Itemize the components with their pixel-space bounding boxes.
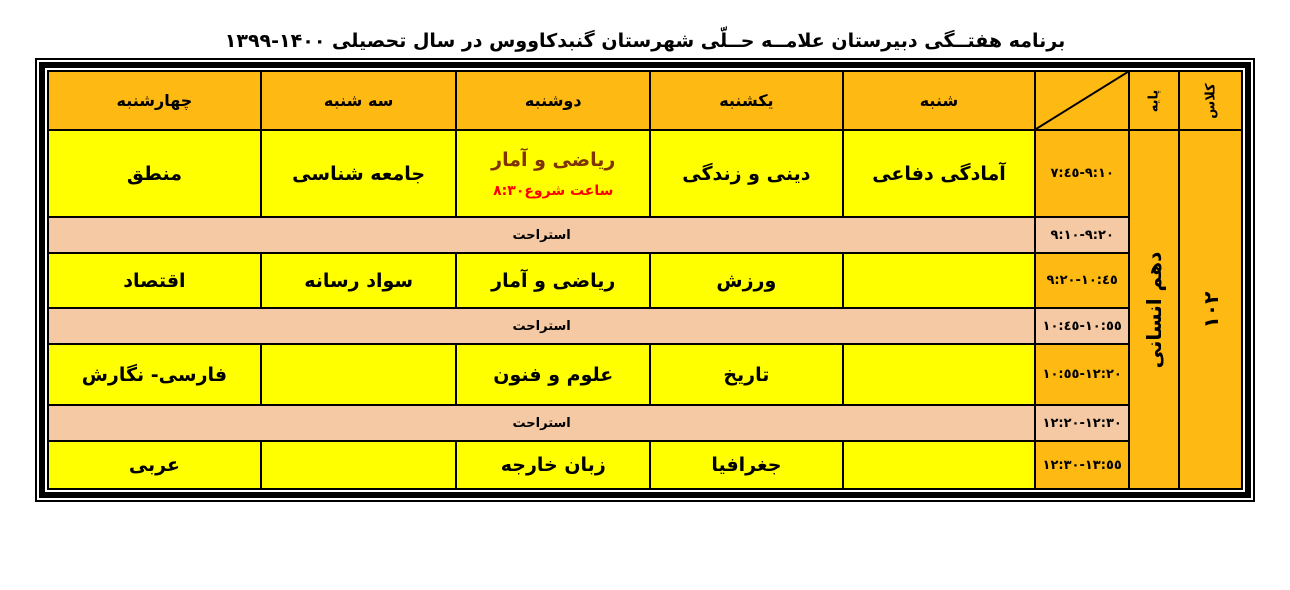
period2-row: [48, 253, 1242, 308]
period4-sunday: جغرافیا: [650, 441, 843, 489]
class-number-cell: [1179, 130, 1242, 489]
period3-row: [48, 344, 1242, 405]
header-grade-label: پایه: [1146, 89, 1162, 112]
diagonal-line: [1036, 72, 1128, 129]
period1-row: [48, 130, 1242, 217]
period1-monday: [456, 130, 650, 217]
period3-monday: علوم و فنون: [456, 344, 650, 405]
period4-monday: زبان خارجه: [456, 441, 650, 489]
header-day-saturday: شنبه: [843, 71, 1036, 130]
period1-time: ٩:١٠-٧:٤٥: [1035, 130, 1129, 217]
class-number: ۱۰۲: [1198, 291, 1223, 328]
period3-time: ١٢:٢٠-١٠:٥٥: [1035, 344, 1129, 405]
period1-wednesday: منطق: [48, 130, 261, 217]
header-class: [1179, 71, 1242, 130]
period2-time: ١٠:٤٥-٩:٢٠: [1035, 253, 1129, 308]
period2-wednesday: اقتصاد: [48, 253, 261, 308]
period3-saturday: [843, 344, 1036, 405]
period4-wednesday: عربی: [48, 441, 261, 489]
header-day-wednesday: چهارشنبه: [48, 71, 261, 130]
grade-cell: [1129, 130, 1179, 489]
grade-name: دهم انسانی: [1142, 251, 1167, 368]
period2-monday: ریاضی و آمار: [456, 253, 650, 308]
schedule-table: [47, 70, 1243, 490]
break3-row: [48, 405, 1242, 441]
period4-tuesday: [261, 441, 457, 489]
period2-tuesday: سواد رسانه: [261, 253, 457, 308]
page-title: برنامه هفتــگی دبیرستان علامــه حــلّی شهرستان گنبدکاووس در سال تحصیلی ۱۴۰۰-۱۳۹۹: [224, 30, 1066, 52]
period4-time: ١٣:٥٥-١٢:٣٠: [1035, 441, 1129, 489]
break3-time: ١٢:٣٠-١٢:٢٠: [1035, 405, 1129, 441]
period1-monday-subject: ریاضی و آمار: [491, 148, 616, 171]
header-day-monday: دوشنبه: [456, 71, 650, 130]
header-grade: [1129, 71, 1179, 130]
break2-label: استراحت: [48, 308, 1035, 344]
period3-sunday: تاریخ: [650, 344, 843, 405]
break2-row: [48, 308, 1242, 344]
period1-tuesday: جامعه شناسی: [261, 130, 457, 217]
break1-row: [48, 217, 1242, 253]
break3-label: استراحت: [48, 405, 1035, 441]
period1-saturday: آمادگی دفاعی: [843, 130, 1036, 217]
period2-sunday: ورزش: [650, 253, 843, 308]
period3-tuesday: [261, 344, 457, 405]
header-time-diagonal-cell: [1035, 71, 1129, 130]
period1-sunday: دینی و زندگی: [650, 130, 843, 217]
period4-row: [48, 441, 1242, 489]
period4-saturday: [843, 441, 1036, 489]
header-row: [48, 71, 1242, 130]
period3-wednesday: فارسی- نگارش: [48, 344, 261, 405]
break1-label: استراحت: [48, 217, 1035, 253]
header-class-label: کلاس: [1203, 82, 1219, 119]
schedule-frame: [35, 58, 1255, 502]
period2-saturday: [843, 253, 1036, 308]
schedule-frame-inner: [39, 62, 1251, 498]
break1-time: ٩:٢٠-٩:١٠: [1035, 217, 1129, 253]
break2-time: ١٠:٥٥-١٠:٤٥: [1035, 308, 1129, 344]
period1-monday-note: ساعت شروع٨:٣٠: [493, 182, 614, 199]
header-day-tuesday: سه شنبه: [261, 71, 457, 130]
header-day-sunday: یکشنبه: [650, 71, 843, 130]
